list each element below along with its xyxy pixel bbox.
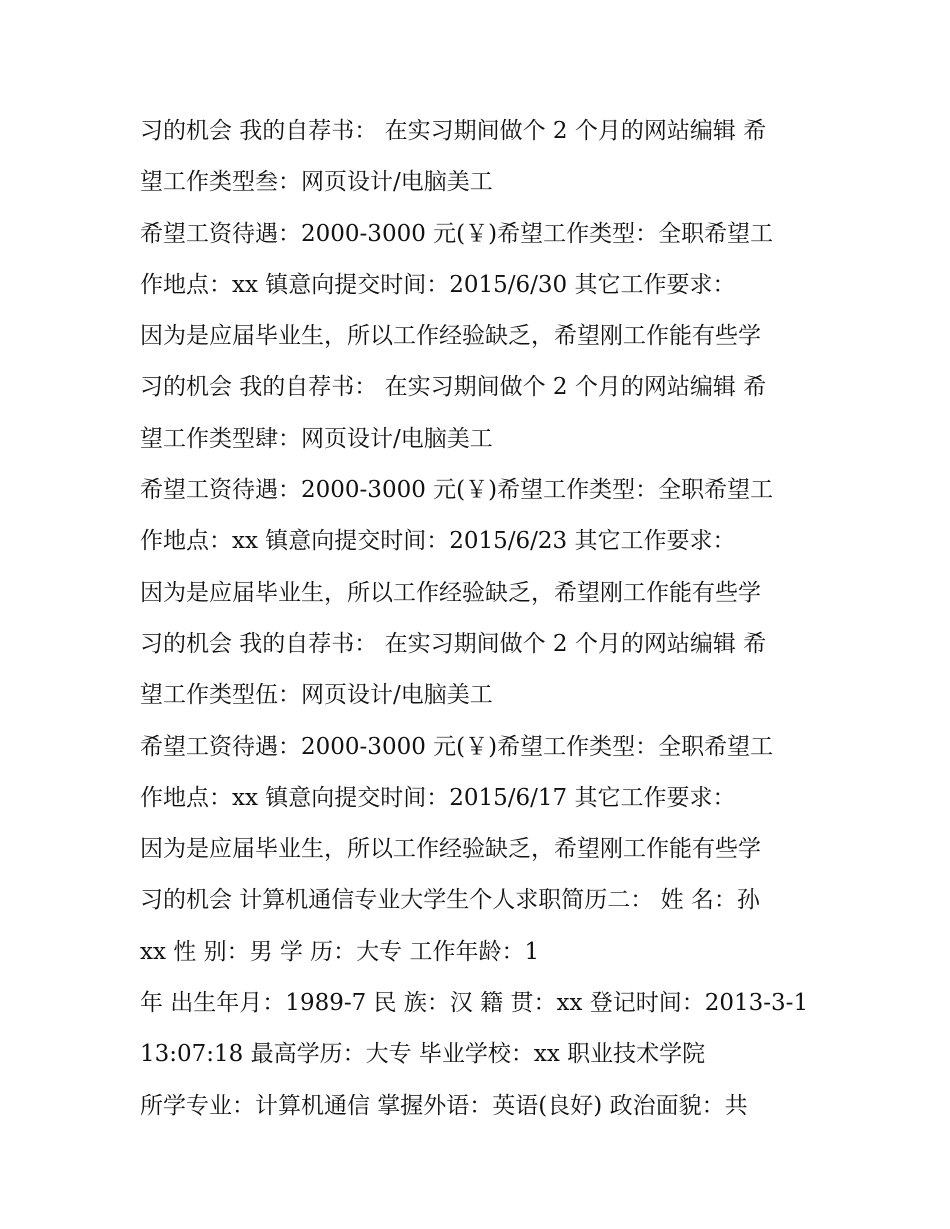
text-line: 作地点：xx 镇意向提交时间：2015/6/23 其它工作要求： [140, 528, 736, 555]
text-line: 望工作类型肆：网页设计/电脑美工 [140, 425, 493, 452]
text-line: 因为是应届毕业生，所以工作经验缺乏，希望刚工作能有些学 [140, 323, 761, 350]
text-line: 习的机会 我的自荐书： 在实习期间做个 2 个月的网站编辑 希 [140, 118, 767, 144]
text-line: 作地点：xx 镇意向提交时间：2015/6/30 其它工作要求： [140, 271, 736, 298]
text-line: 作地点：xx 镇意向提交时间：2015/6/17 其它工作要求： [140, 784, 736, 811]
text-line: 习的机会 我的自荐书： 在实习期间做个 2 个月的网站编辑 希 [140, 374, 767, 401]
text-line: 因为是应届毕业生，所以工作经验缺乏，希望刚工作能有些学 [140, 836, 761, 863]
text-line: 所学专业：计算机通信 掌握外语：英语(良好) 政治面貌：共 [140, 1092, 748, 1119]
text-line: 望工作类型伍：网页设计/电脑美工 [140, 682, 493, 709]
text-line: 希望工资待遇：2000-3000 元(￥)希望工作类型：全职希望工 [140, 220, 774, 247]
text-line: 年 出生年月：1989-7 民 族：汉 籍 贯：xx 登记时间：2013-3-1 [140, 990, 809, 1017]
text-line: 因为是应届毕业生，所以工作经验缺乏，希望刚工作能有些学 [140, 579, 761, 606]
text-line: 习的机会 计算机通信专业大学生个人求职简历二： 姓 名：孙 [140, 887, 760, 914]
text-line: 希望工资待遇：2000-3000 元(￥)希望工作类型：全职希望工 [140, 477, 774, 504]
text-line: 望工作类型叁：网页设计/电脑美工 [140, 169, 493, 196]
text-line: xx 性 别：男 学 历：大专 工作年龄：1 [140, 938, 540, 965]
document-body [140, 106, 820, 1132]
text-line: 习的机会 我的自荐书： 在实习期间做个 2 个月的网站编辑 希 [140, 630, 767, 657]
text-line: 希望工资待遇：2000-3000 元(￥)希望工作类型：全职希望工 [140, 733, 774, 760]
text-line: 13:07:18 最高学历：大专 毕业学校：xx 职业技术学院 [140, 1041, 706, 1068]
